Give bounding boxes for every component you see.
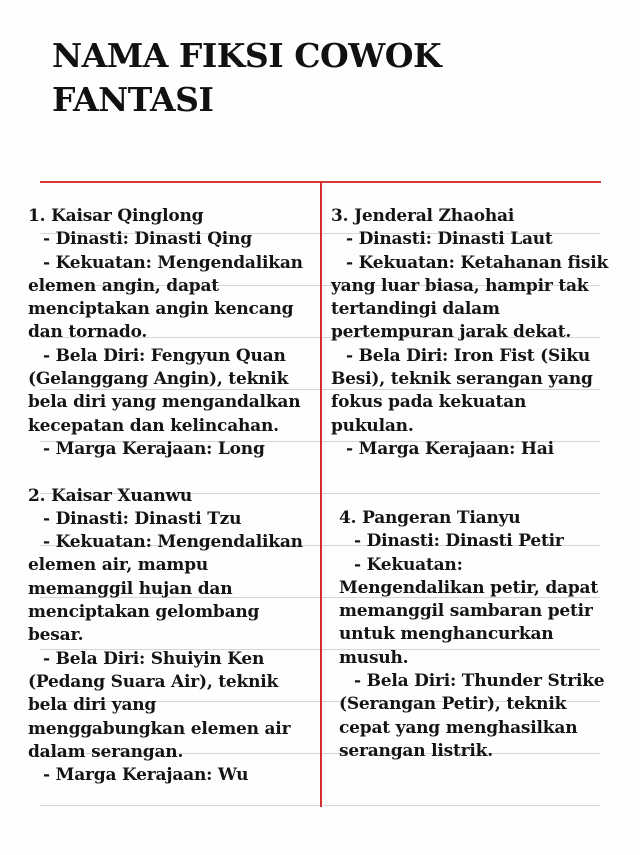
right-column-top: [331, 205, 631, 461]
entry-bela-diri-cont: fokus pada kekuatan: [331, 392, 527, 413]
entry-bela-diri-cont: dalam serangan.: [28, 741, 184, 762]
entry-bela-diri-cont: (Gelanggang Angin), teknik: [28, 369, 289, 390]
entry-bela-diri-cont: cepat yang menghasilkan: [339, 717, 578, 738]
entry-marga: - Marga Kerajaan: Hai: [346, 438, 554, 459]
entry-bela-diri-cont: (Pedang Suara Air), teknik: [28, 671, 279, 692]
entry-heading: 1. Kaisar Qinglong: [28, 206, 204, 226]
entry-marga: - Marga Kerajaan: Long: [43, 438, 265, 459]
entry-kekuatan-cont: musuh.: [339, 647, 409, 668]
entry-bela-diri: - Bela Diri: Thunder Strike: [354, 671, 605, 692]
entry-kekuatan: - Kekuatan:: [354, 554, 463, 575]
entry-bela-diri: - Bela Diri: Shuiyin Ken: [43, 648, 265, 669]
entry-2: [28, 485, 328, 788]
left-column: [28, 205, 328, 787]
entry-kekuatan-cont: menciptakan gelombang: [28, 602, 260, 623]
entry-bela-diri-cont: pukulan.: [331, 415, 414, 436]
entry-kekuatan: - Kekuatan: Mengendalikan: [43, 252, 303, 273]
title-line-1: NAMA FIKSI COWOK: [52, 36, 442, 75]
entry-dinasti: - Dinasti: Dinasti Petir: [354, 531, 564, 552]
entry-kekuatan-cont: menciptakan angin kencang: [28, 299, 294, 320]
entry-bela-diri: - Bela Diri: Iron Fist (Siku: [346, 345, 591, 366]
entry-bela-diri-cont: Besi), teknik serangan yang: [331, 369, 593, 390]
entry-heading: 4. Pangeran Tianyu: [339, 508, 521, 528]
entry-dinasti: - Dinasti: Dinasti Laut: [346, 229, 553, 250]
entry-dinasti: - Dinasti: Dinasti Tzu: [43, 508, 242, 529]
entry-marga: - Marga Kerajaan: Wu: [43, 765, 249, 786]
entry-1: [28, 205, 328, 461]
entry-kekuatan: - Kekuatan: Ketahanan fisik: [346, 252, 609, 273]
entry-kekuatan-cont: Mengendalikan petir, dapat: [339, 577, 598, 598]
entry-3: [331, 205, 631, 461]
entry-bela-diri-cont: (Serangan Petir), teknik: [339, 694, 567, 715]
entry-heading: 3. Jenderal Zhaohai: [331, 206, 515, 226]
entry-kekuatan-cont: untuk menghancurkan: [339, 624, 554, 645]
entry-bela-diri-cont: kecepatan dan kelincahan.: [28, 415, 279, 436]
entry-kekuatan-cont: memanggil hujan dan: [28, 578, 233, 599]
entry-kekuatan-cont: pertempuran jarak dekat.: [331, 322, 572, 343]
entry-kekuatan-cont: tertandingi dalam: [331, 299, 500, 320]
entry-kekuatan-cont: dan tornado.: [28, 322, 148, 343]
entry-kekuatan-cont: elemen air, mampu: [28, 555, 209, 576]
page-title: [52, 34, 441, 122]
entry-kekuatan-cont: besar.: [28, 625, 84, 646]
entry-bela-diri-cont: menggabungkan elemen air: [28, 718, 291, 739]
entry-bela-diri-cont: bela diri yang mengandalkan: [28, 392, 301, 413]
spacer: [28, 461, 328, 484]
entry-bela-diri-cont: serangan listrik.: [339, 740, 493, 761]
entry-heading: 2. Kaisar Xuanwu: [28, 485, 193, 506]
entry-dinasti: - Dinasti: Dinasti Qing: [43, 229, 252, 250]
entry-kekuatan-cont: memanggil sambaran petir: [339, 601, 593, 622]
right-column-bottom: [339, 507, 629, 763]
entry-kekuatan: - Kekuatan: Mengendalikan: [43, 532, 303, 553]
entry-bela-diri-cont: bela diri yang: [28, 695, 157, 716]
entry-4: [339, 507, 629, 763]
title-line-2: FANTASI: [52, 80, 214, 119]
entry-bela-diri: - Bela Diri: Fengyun Quan: [43, 345, 286, 366]
entry-kekuatan-cont: yang luar biasa, hampir tak: [331, 275, 589, 296]
entry-kekuatan-cont: elemen angin, dapat: [28, 275, 219, 296]
